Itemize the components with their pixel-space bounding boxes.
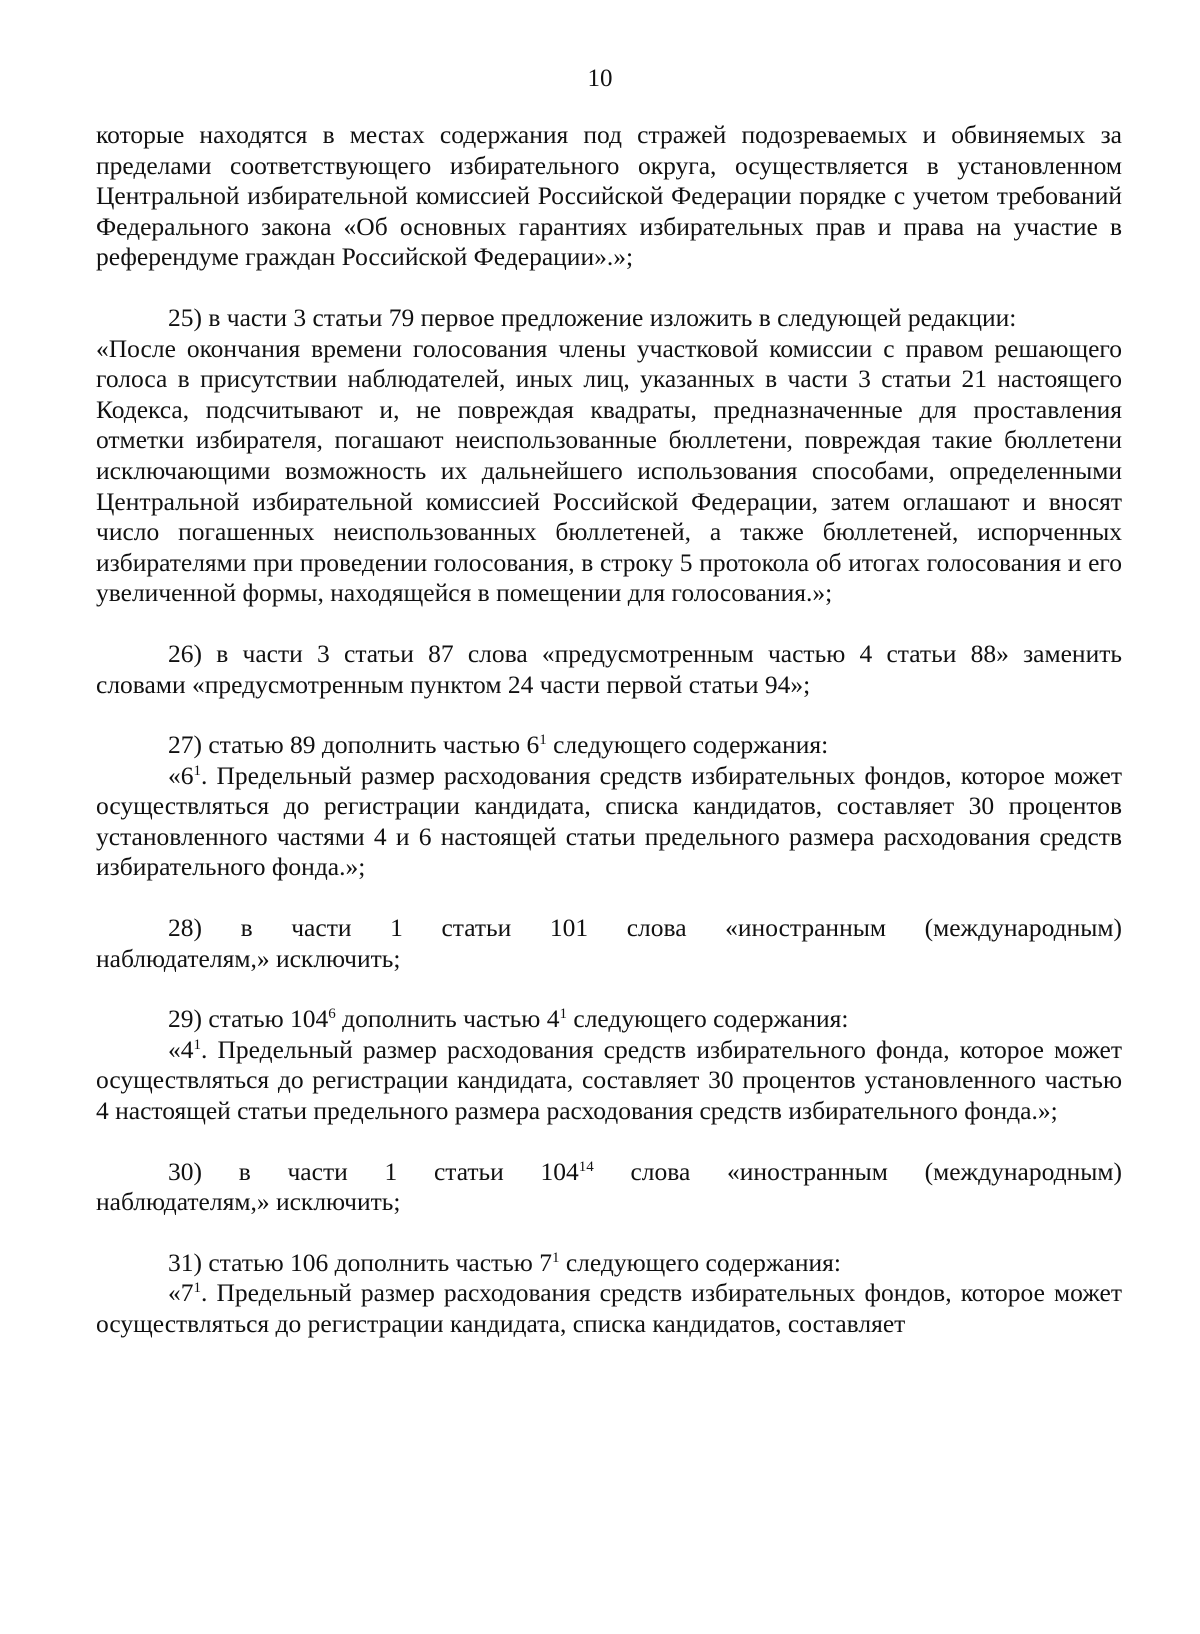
- item-30-word: [541, 1157, 594, 1188]
- document-body: [96, 120, 1122, 1340]
- item-28-word: 1: [390, 913, 403, 943]
- item-25-text: «После окончания времени голосования члены участковой комиссии с правом решающего голоса в присутствии наблюдателей, иных лиц, указанных в части 3 статьи 21 настоящего Кодекса, подсчитывают и, не повреждая квадраты, предназначенные для проставления отметки избирателя, погашают неиспользованные бюллетени, повреждая такие бюллетени исключающими возможность их дальнейшего использования способами, определенными Центральной избирательной комиссией Российской Федерации, затем оглашают и вносят число погашенных неиспользованных бюллетеней, а также бюллетеней, испорченных избирателями при проведении голосования, в строку 5 протокола об итогах голосования и его увеличенной формы, находящейся в помещении для голосования.»;: [96, 333, 1122, 608]
- item-30-word: 30): [168, 1156, 202, 1186]
- item-28-word: «иностранным: [725, 913, 886, 943]
- item-31-text-part: . Предельный размер расходования средств избирательных фондов, которое может осуществляться до регистрации кандидата, списка кандидатов, составляет: [96, 1278, 1122, 1338]
- item-28-word: статьи: [441, 913, 512, 943]
- item-30-word: статьи: [433, 1156, 504, 1186]
- page-number: 10: [587, 65, 613, 92]
- item-30-word: в: [238, 1156, 251, 1186]
- item-29-heading-part: следующего содержания:: [567, 1004, 849, 1034]
- item-27-text-part: . Предельный размер расходования средств избирательных фондов, которое может осуществляться до регистрации кандидата, списка кандидатов, составляет 30 процентов установленного частями 4 и 6 настоящей статьи предельного размера расходования средств избирательного фонда.»;: [96, 760, 1122, 882]
- item-30-first-line: [96, 1157, 1122, 1188]
- superscript: 6: [328, 1006, 336, 1023]
- article-number: 104: [540, 1156, 579, 1186]
- item-27-heading-part: 27) статью 89 дополнить частью 6: [168, 730, 540, 760]
- item-31-text-part: «7: [168, 1278, 194, 1308]
- item-26-text: 26) в части 3 статьи 87 слова «предусмотренным частью 4 статьи 88» заменить словами «предусмотренным пунктом 24 части первой статьи 94»;: [96, 638, 1122, 699]
- paragraph-intro: которые находятся в местах содержания под стражей подозреваемых и обвиняемых за пределами соответствующего избирательного округа, осуществляется в установленном Центральной избирательной комиссией Российской Федерации порядке с учетом требований Федерального закона «Об основных гарантиях избирательных прав и права на участие в референдуме граждан Российской Федерации».»;: [96, 120, 1122, 272]
- item-28-word: (международным): [924, 913, 1122, 943]
- paragraph-gap: [96, 974, 1122, 1004]
- superscript: 1: [559, 1006, 567, 1023]
- item-29-heading-part: 29) статью 104: [168, 1004, 329, 1034]
- item-30-word: «иностранным: [727, 1156, 888, 1186]
- item-30-rest: наблюдателям,» исключить;: [96, 1187, 401, 1217]
- item-28-word: 28): [168, 913, 202, 943]
- item-29-heading-part: дополнить частью 4: [335, 1004, 560, 1034]
- paragraph-gap: [96, 1218, 1122, 1248]
- superscript: 1: [193, 1036, 201, 1053]
- item-27-text-part: «6: [168, 760, 194, 790]
- item-28-rest: наблюдателям,» исключить;: [96, 943, 401, 973]
- superscript: 14: [578, 1158, 594, 1175]
- item-29-text-part: . Предельный размер расходования средств избирательного фонда, которое может осуществляться до регистрации кандидата, составляет 30 процентов установленного частью 4 настоящей статьи предельного размера расходования средств избирательного фонда.»;: [96, 1034, 1122, 1126]
- superscript: 1: [193, 762, 201, 779]
- item-28-word: 101: [549, 913, 589, 943]
- superscript: 1: [539, 732, 547, 749]
- item-31-heading-part: следующего содержания:: [559, 1247, 841, 1277]
- item-29-heading: [96, 1004, 1122, 1035]
- paragraph-gap: [96, 273, 1122, 303]
- item-30-word: (международным): [924, 1156, 1122, 1186]
- item-27-heading-part: следующего содержания:: [546, 730, 829, 760]
- item-29-text-part: «4: [168, 1034, 194, 1064]
- superscript: 1: [551, 1249, 560, 1266]
- paragraph-gap: [96, 609, 1122, 639]
- item-25-heading: 25) в части 3 статьи 79 первое предложение изложить в следующей редакции:: [168, 302, 1017, 332]
- item-31-text: [96, 1278, 1122, 1339]
- paragraph-gap: [96, 1127, 1122, 1157]
- superscript: 1: [193, 1280, 201, 1297]
- item-27-text: [96, 761, 1122, 883]
- item-28-word: слова: [626, 913, 687, 943]
- item-30-word: части: [287, 1156, 348, 1186]
- item-27-heading: [96, 730, 1122, 761]
- item-31-heading-part: 31) статью 106 дополнить частью 7: [168, 1247, 552, 1277]
- paragraph-gap: [96, 883, 1122, 913]
- item-29-text: [96, 1035, 1122, 1127]
- item-28-word: в: [240, 913, 253, 943]
- item-28-word: части: [291, 913, 352, 943]
- item-30-word: слова: [630, 1156, 691, 1186]
- item-31-heading: [96, 1248, 1122, 1279]
- item-30-word: 1: [384, 1156, 398, 1186]
- paragraph-gap: [96, 700, 1122, 730]
- item-28-first-line: [96, 913, 1122, 944]
